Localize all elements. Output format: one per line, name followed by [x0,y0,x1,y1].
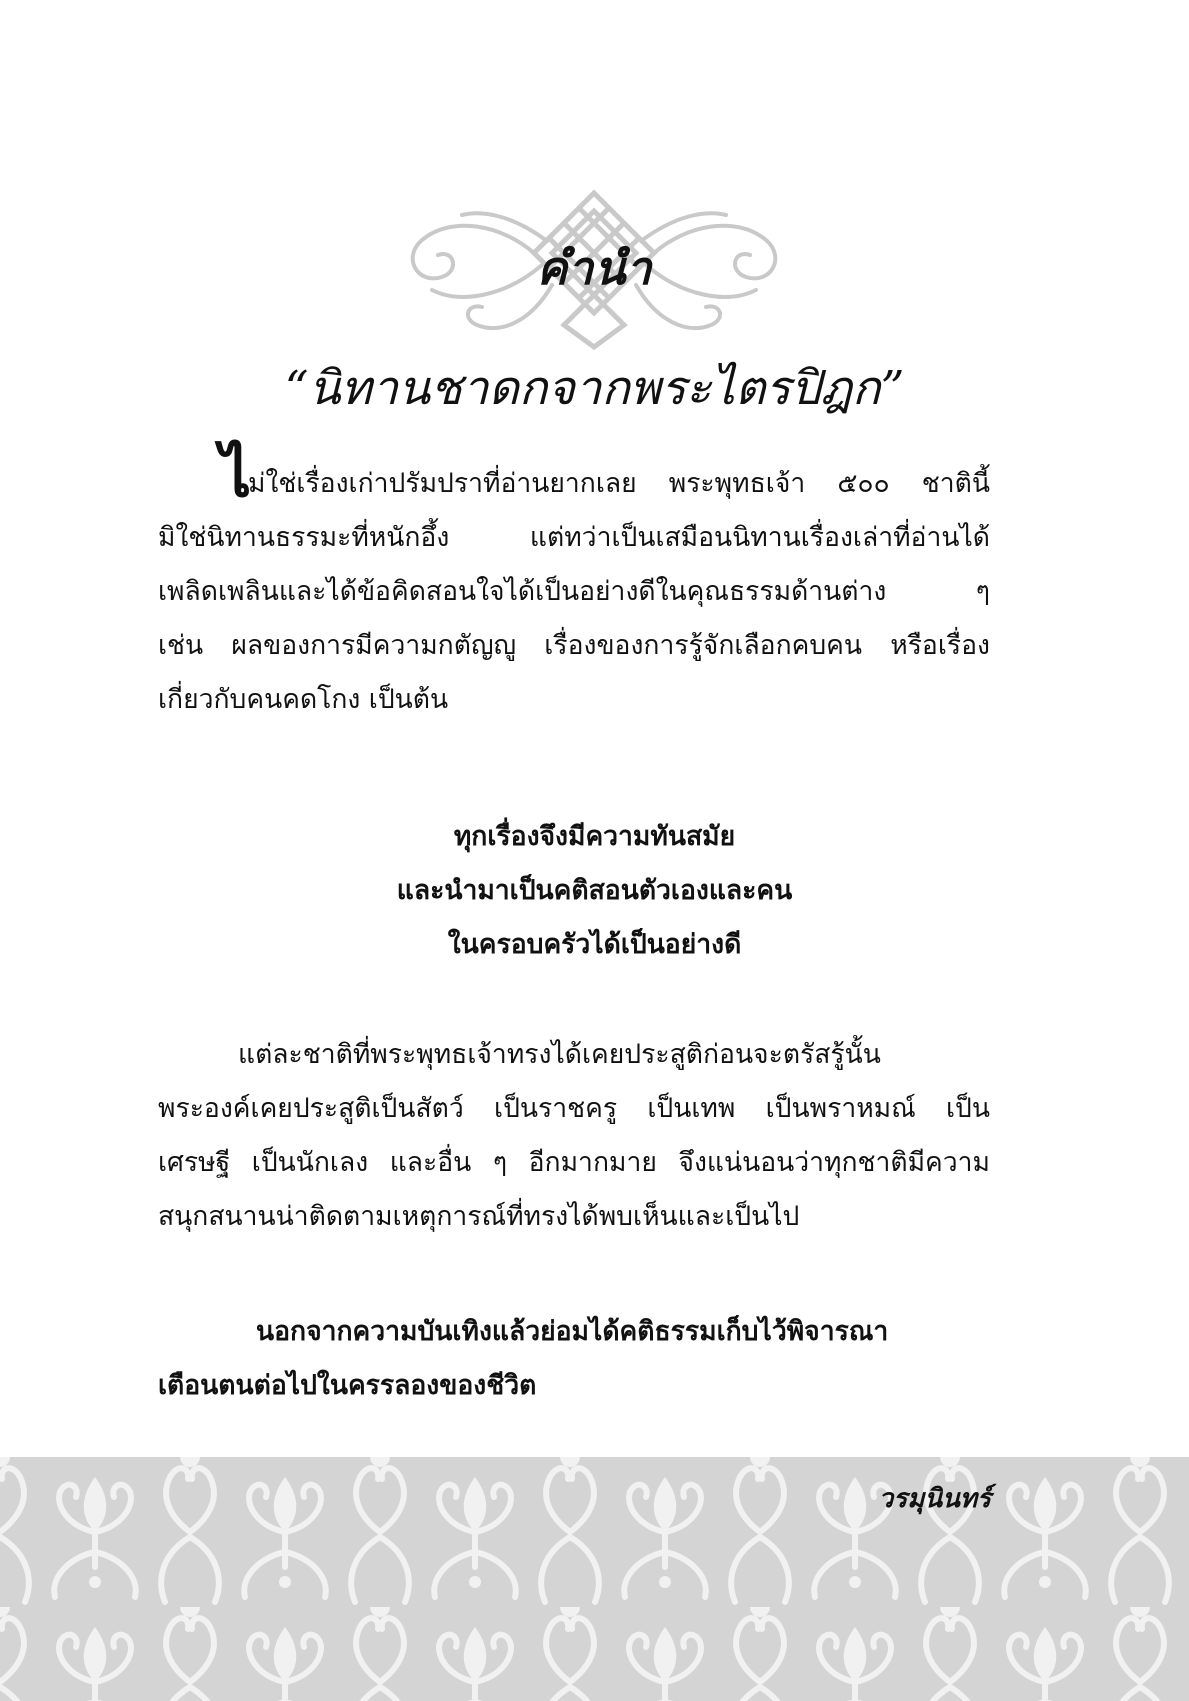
page-subtitle: “นิทานชาดกจากพระไตรปิฎก” [284,361,905,416]
paragraph-line: เตือนตนต่อไปในครรลองของชีวิต [158,1370,537,1401]
paragraph-line: สนุกสนานน่าติดตามเหตุการณ์ที่ทรงได้พบเห็นและเป็นไป [158,1201,800,1232]
drop-cap: ไ [220,438,252,511]
closing-paragraph [158,1305,990,1413]
damask-footer-pattern [0,1457,1189,1701]
paragraph-line: แต่ละชาติที่พระพุทธเจ้าทรงได้เคยประสูติก่อนจะตรัสรู้นั้น [238,1039,881,1070]
page-title: คำนำ [536,241,653,295]
author-signature: วรมุนินทร์ [878,1484,991,1514]
paragraph-line: นอกจากความบันเทิงแล้วย่อมได้คติธรรมเก็บไว้พิจารณา [256,1316,889,1347]
paragraph-line: เช่น ผลของการมีความกตัญญู เรื่องของการรู้จักเลือกคบคน หรือเรื่อง [158,630,990,661]
highlight-block [0,810,1189,972]
paragraph-line: เศรษฐี เป็นนักเลง และอื่น ๆ อีกมากมาย จึงแน่นอนว่าทุกชาติมีความ [158,1147,990,1178]
paragraph-line: เกี่ยวกับคนคดโกง เป็นต้น [158,684,449,715]
paragraph-line: พระองค์เคยประสูติเป็นสัตว์ เป็นราชครู เป็นเทพ เป็นพราหมณ์ เป็น [158,1093,990,1124]
highlight-line: ในครอบครัวได้เป็นอย่างดี [447,929,742,960]
paragraph-line: มิใช่นิทานธรรมะที่หนักอึ้ง แต่ทว่าเป็นเสมือนนิทานเรื่องเล่าที่อ่านได้ [158,522,990,553]
intro-paragraph [158,457,990,727]
paragraph-line: เพลิดเพลินและได้ข้อคิดสอนใจได้เป็นอย่างดีในคุณธรรมด้านต่าง ๆ [158,576,990,607]
highlight-line: ทุกเรื่องจึงมีความทันสมัย [453,821,736,852]
paragraph-line: ม่ใช่เรื่องเก่าปรัมปราที่อ่านยากเลย พระพุทธเจ้า ๕๐๐ ชาตินี้ [248,468,990,499]
body-paragraph [158,1028,990,1244]
highlight-line: และนำมาเป็นคติสอนตัวเองและคน [396,875,793,906]
